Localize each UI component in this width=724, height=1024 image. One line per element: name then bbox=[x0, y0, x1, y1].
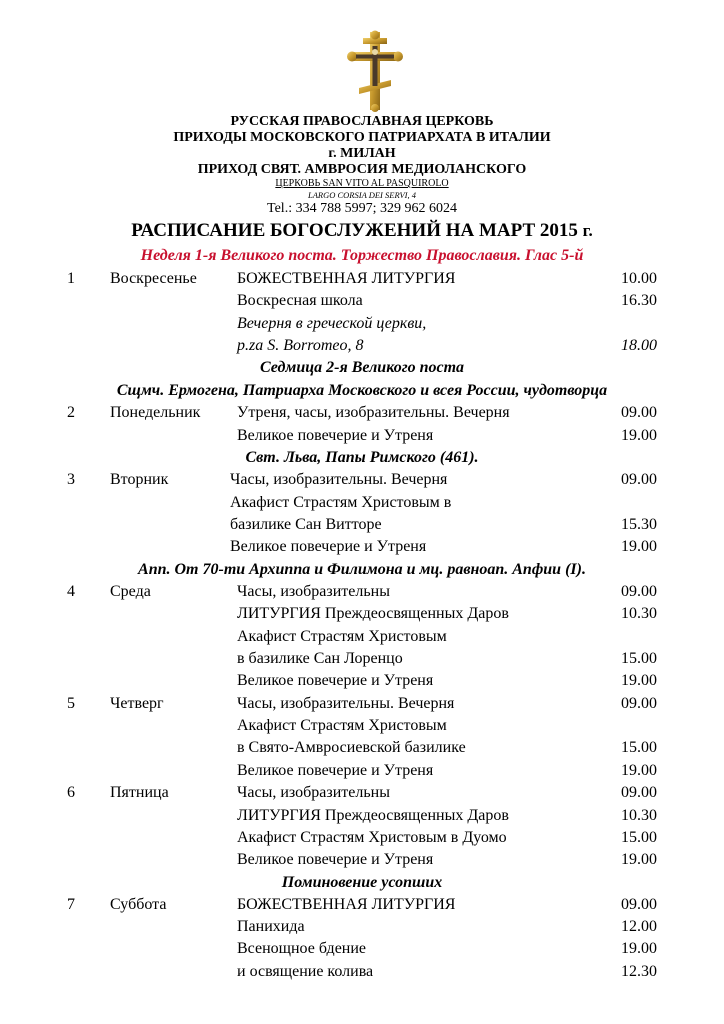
section-heading: Седмица 2-я Великого поста bbox=[259, 359, 465, 376]
schedule-row bbox=[0, 827, 724, 849]
header-line-1: РУССКАЯ ПРАВОСЛАВНАЯ ЦЕРКОВЬ bbox=[230, 114, 494, 129]
week-heading: Неделя 1-я Великого поста. Торжество Православия. Глас 5-й bbox=[140, 247, 584, 264]
day-number: 7 bbox=[67, 896, 75, 913]
service-time: 10.30 bbox=[621, 605, 657, 622]
service-time: 10.30 bbox=[621, 807, 657, 824]
page-title-main: РАСПИСАНИЕ БОГОСЛУЖЕНИЙ НА МАРТ 2015 bbox=[131, 220, 583, 241]
weekday: Пятница bbox=[110, 784, 169, 801]
service-time: 12.30 bbox=[621, 963, 657, 980]
page-title-suffix: г. bbox=[582, 221, 593, 240]
service-time: 15.00 bbox=[621, 829, 657, 846]
church-address: LARGO CORSIA DEI SERVI, 4 bbox=[307, 190, 417, 200]
day-number: 1 bbox=[67, 270, 75, 287]
service: в базилике Сан Лоренцо bbox=[237, 650, 403, 667]
service: Великое повечерие и Утреня bbox=[237, 427, 434, 444]
weekday: Суббота bbox=[110, 896, 167, 913]
service-time: 19.00 bbox=[621, 940, 657, 957]
schedule-row bbox=[0, 402, 724, 424]
service-time: 09.00 bbox=[621, 784, 657, 801]
service-time: 15.30 bbox=[621, 516, 657, 533]
service: Великое повечерие и Утреня bbox=[237, 851, 434, 868]
schedule-row bbox=[0, 335, 724, 357]
schedule-row bbox=[0, 805, 724, 827]
schedule-row bbox=[0, 268, 724, 290]
schedule-row bbox=[0, 737, 724, 759]
weekday: Понедельник bbox=[110, 404, 201, 421]
service: Вечерня в греческой церкви, bbox=[237, 315, 427, 332]
service: Часы, изобразительны. Вечерня bbox=[230, 471, 448, 488]
weekday: Четверг bbox=[110, 695, 164, 712]
weekday: Среда bbox=[110, 583, 151, 600]
service: Утреня, часы, изобразительны. Вечерня bbox=[237, 404, 510, 421]
service-time: 12.00 bbox=[621, 918, 657, 935]
service: Акафист Страстям Христовым bbox=[237, 628, 447, 645]
header-city: г. МИЛАН bbox=[328, 146, 396, 161]
telephone: Tel.: 334 788 5997; 329 962 6024 bbox=[267, 201, 457, 216]
header-line-2: ПРИХОДЫ МОСКОВСКОГО ПАТРИАРХАТА В ИТАЛИИ bbox=[173, 130, 551, 145]
day-number: 5 bbox=[67, 695, 75, 712]
schedule-row bbox=[0, 760, 724, 782]
service: БОЖЕСТВЕННАЯ ЛИТУРГИЯ bbox=[237, 270, 456, 287]
service: в Свято-Амвросиевской базилике bbox=[237, 739, 466, 756]
schedule-row bbox=[0, 469, 724, 491]
schedule-row bbox=[0, 514, 724, 536]
section-heading: Свт. Льва, Папы Римского (461). bbox=[245, 449, 479, 466]
service: Часы, изобразительны. Вечерня bbox=[237, 695, 455, 712]
service-time: 10.00 bbox=[621, 270, 657, 287]
schedule-row bbox=[0, 603, 724, 625]
service-time: 09.00 bbox=[621, 471, 657, 488]
service-time: 09.00 bbox=[621, 896, 657, 913]
schedule-row bbox=[0, 536, 724, 558]
service-time: 19.00 bbox=[621, 762, 657, 779]
page-title bbox=[0, 220, 724, 242]
service: ЛИТУРГИЯ Преждеосвященных Даров bbox=[237, 807, 509, 824]
church-name: ЦЕРКОВЬ SAN VITO AL PASQUIROLO bbox=[275, 178, 449, 189]
service-time: 19.00 bbox=[621, 851, 657, 868]
service: БОЖЕСТВЕННАЯ ЛИТУРГИЯ bbox=[237, 896, 456, 913]
day-number: 4 bbox=[67, 583, 75, 600]
service-time: 16.30 bbox=[621, 292, 657, 309]
service-time: 19.00 bbox=[621, 427, 657, 444]
orthodox-cross-icon bbox=[347, 30, 403, 112]
schedule-row bbox=[0, 938, 724, 960]
service: Акафист Страстям Христовым в bbox=[230, 494, 452, 511]
service: и освящение колива bbox=[237, 963, 374, 980]
day-number: 3 bbox=[67, 471, 75, 488]
service: Часы, изобразительны bbox=[237, 784, 390, 801]
section-heading: Поминовение усопших bbox=[281, 874, 443, 891]
schedule-row bbox=[0, 916, 724, 938]
service: ЛИТУРГИЯ Преждеосвященных Даров bbox=[237, 605, 509, 622]
schedule-row bbox=[0, 693, 724, 715]
schedule-row bbox=[0, 715, 724, 737]
schedule-row bbox=[0, 849, 724, 871]
service-time: 09.00 bbox=[621, 583, 657, 600]
schedule-row bbox=[0, 670, 724, 692]
service: p.za S. Borromeo, 8 bbox=[237, 337, 364, 354]
schedule-row bbox=[0, 290, 724, 312]
service-time: 09.00 bbox=[621, 695, 657, 712]
schedule-row bbox=[0, 894, 724, 916]
service: Акафист Страстям Христовым bbox=[237, 717, 447, 734]
service: Воскресная школа bbox=[237, 292, 363, 309]
service: Часы, изобразительны bbox=[237, 583, 390, 600]
service: Панихида bbox=[237, 918, 305, 935]
service: Великое повечерие и Утреня bbox=[230, 538, 427, 555]
schedule-row bbox=[0, 648, 724, 670]
service-time: 19.00 bbox=[621, 538, 657, 555]
service-time: 19.00 bbox=[621, 672, 657, 689]
header-parish: ПРИХОД СВЯТ. АМВРОСИЯ МЕДИОЛАНСКОГО bbox=[197, 162, 527, 177]
schedule-row bbox=[0, 313, 724, 335]
schedule-row bbox=[0, 492, 724, 514]
service-time: 15.00 bbox=[621, 650, 657, 667]
schedule-row bbox=[0, 782, 724, 804]
schedule-row bbox=[0, 626, 724, 648]
service: Великое повечерие и Утреня bbox=[237, 672, 434, 689]
service-time: 09.00 bbox=[621, 404, 657, 421]
weekday: Воскресенье bbox=[110, 270, 197, 287]
schedule-row bbox=[0, 581, 724, 603]
day-number: 6 bbox=[67, 784, 75, 801]
weekday: Вторник bbox=[110, 471, 169, 488]
section-heading: Сщмч. Ермогена, Патриарха Московского и всея России, чудотворца bbox=[116, 382, 608, 399]
schedule-row bbox=[0, 961, 724, 983]
section-heading: Апп. От 70-ти Архиппа и Филимона и мц. равноап. Апфии (I). bbox=[138, 561, 586, 578]
service-time: 15.00 bbox=[621, 739, 657, 756]
schedule-row bbox=[0, 425, 724, 447]
day-number: 2 bbox=[67, 404, 75, 421]
service: базилике Сан Витторе bbox=[230, 516, 382, 533]
service-time: 18.00 bbox=[621, 337, 657, 354]
service: Акафист Страстям Христовым в Дуомо bbox=[237, 829, 507, 846]
service: Всенощное бдение bbox=[237, 940, 367, 957]
service: Великое повечерие и Утреня bbox=[237, 762, 434, 779]
